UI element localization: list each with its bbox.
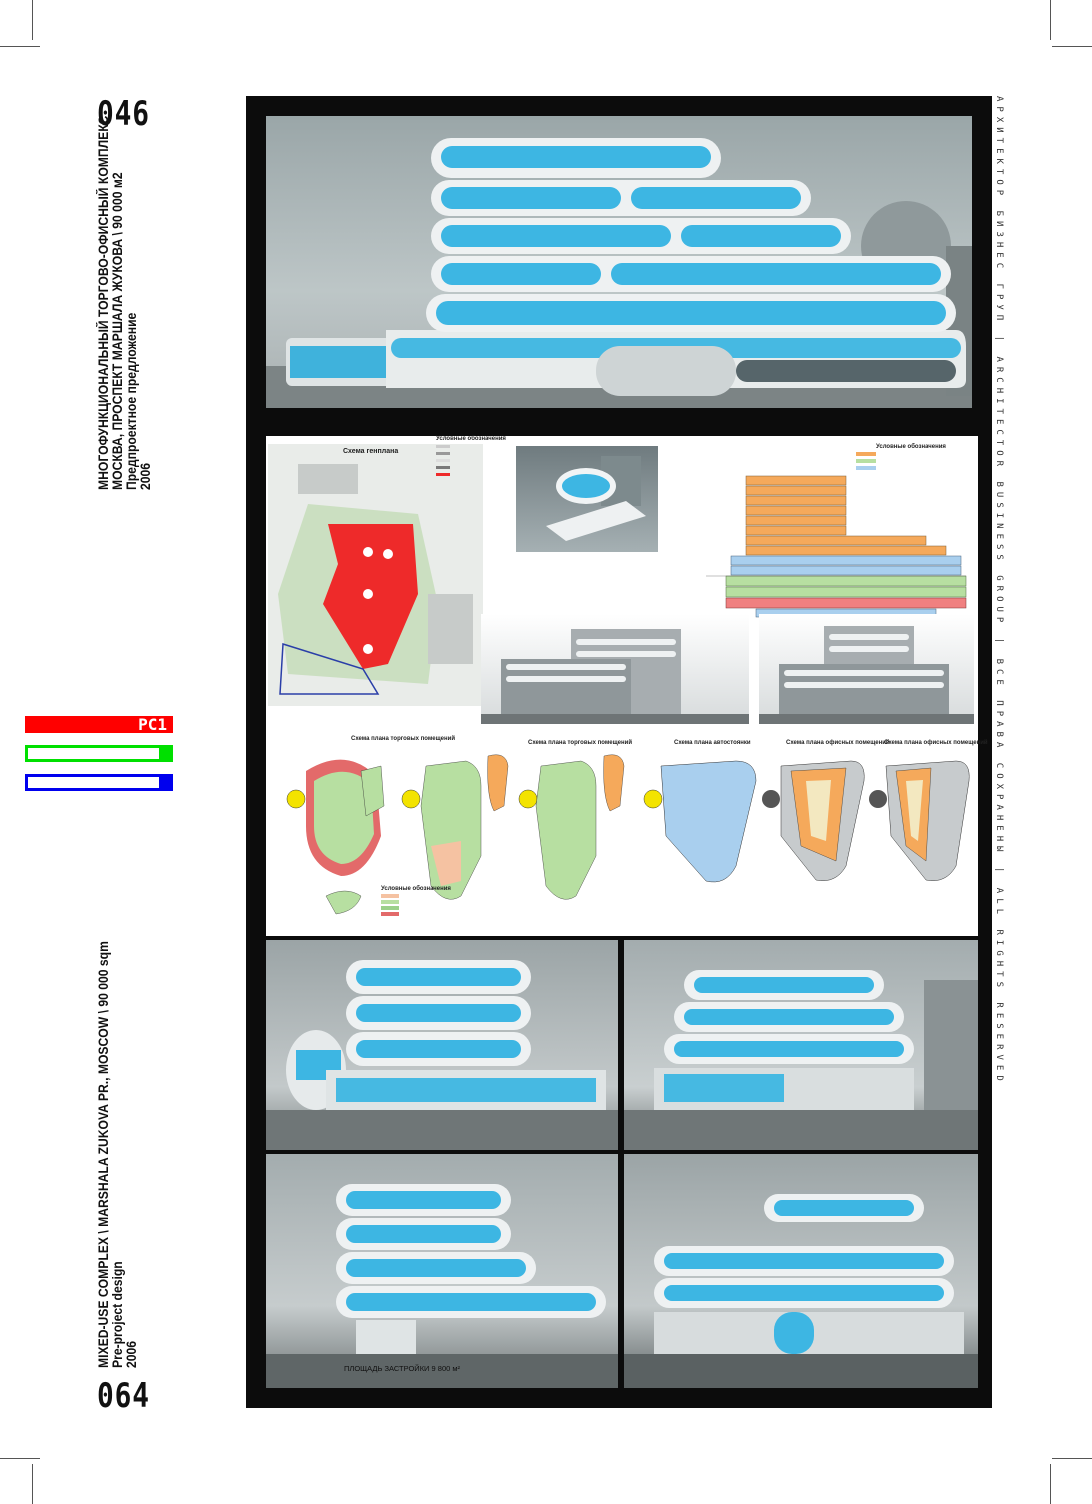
page-number-bottom: 064 [97,1376,150,1416]
axonometric-render [516,446,658,552]
site-plan-title: Схема генплана [343,448,399,455]
build-area-label: ПЛОЩАДЬ ЗАСТРОЙКИ 9 800 м² [344,1364,461,1373]
crop-mark [0,46,40,47]
crop-mark [0,1458,40,1459]
legend-swatch [436,473,450,476]
building-render-main [266,116,972,408]
hero-render [266,116,972,408]
title-ru-line2: МОСКВА, ПРОСПЕКТ МАРШАЛА ЖУКОВА \ 90 000 м2 [110,172,125,490]
legend-swatch [381,900,399,904]
crop-mark [1050,0,1051,40]
plan-title-1: Схема плана торговых помещений [351,736,456,742]
title-en-line2: Pre-project design [110,1261,125,1368]
render-4-building [624,1154,978,1388]
legend-swatch [436,445,450,448]
plan-legend-title: Условные обозначения [381,886,451,892]
title-ru-line3: Предпроектное предложение [124,312,139,490]
legend-bar-label: РС1 [138,715,167,734]
legend-swatch-retail [856,459,876,463]
facade-render-1 [481,614,749,724]
section-legend-title: Условные обозначения [876,444,946,450]
facade-2-building [759,614,974,724]
crop-mark [1052,1458,1092,1459]
render-view-4 [624,1154,978,1388]
crop-mark [1052,46,1092,47]
axonometric-building [516,446,658,552]
floor-plans-row [266,736,988,931]
plan-title-5: Схема плана офисных помещений [884,740,988,746]
crop-mark [1050,1464,1051,1504]
title-ru-line1: МНОГОФУНКЦИОНАЛЬНЫЙ ТОРГОВО-ОФИСНЫЙ КОМПЛЕКС [96,115,111,490]
plan-title-2: Схема плана торговых помещений [528,740,633,746]
legend-swatch [436,452,450,455]
title-en-line3: 2006 [124,1340,139,1368]
diagram-sheet [266,436,988,936]
legend-swatch [436,466,450,469]
project-title-en [97,894,139,1368]
render-view-1 [266,940,618,1150]
floor-plan-drawings [266,736,978,931]
legend-swatch [381,906,399,910]
title-ru-line4: 2006 [138,462,153,490]
side-stripe-text: АРХИТЕКТОР БИЗНЕС ГРУП | ARCHITECTOR BUSINESS GROUP | ВСЕ ПРАВА СОХРАНЕНЫ | ALL RIGHTS RESERVED [994,96,1004,1086]
plan-title-3: Схема плана автостоянки [674,740,751,746]
facade-1-building [481,614,749,724]
site-legend-title: Условные обозначения [436,436,506,442]
page-number-top: 046 [97,94,150,134]
legend-swatch-parking [856,466,876,470]
site-legend [436,436,516,516]
render-1-building [266,940,618,1150]
render-2-building [624,940,978,1150]
legend-swatch [381,912,399,916]
plan-legend [381,886,451,926]
title-en-line1: MIXED-USE COMPLEX \ MARSHALA ZUKOVA PR., MOSCOW \ 90 000 sqm [96,941,111,1368]
plan-title-4: Схема плана офисных помещений [786,740,890,746]
crop-mark [32,1464,33,1504]
legend-swatch-office [856,452,876,456]
crop-mark [32,0,33,40]
presentation-board [246,96,992,1408]
legend-swatch [436,459,450,462]
legend-bar-red [25,716,173,733]
legend-bar-green [25,745,173,762]
render-3-building [266,1154,618,1388]
facade-render-2 [759,614,974,724]
render-view-3 [266,1154,618,1388]
legend-bar-blue [25,774,173,791]
legend-swatch [381,894,399,898]
project-title-ru [97,74,153,490]
render-view-2 [624,940,978,1150]
